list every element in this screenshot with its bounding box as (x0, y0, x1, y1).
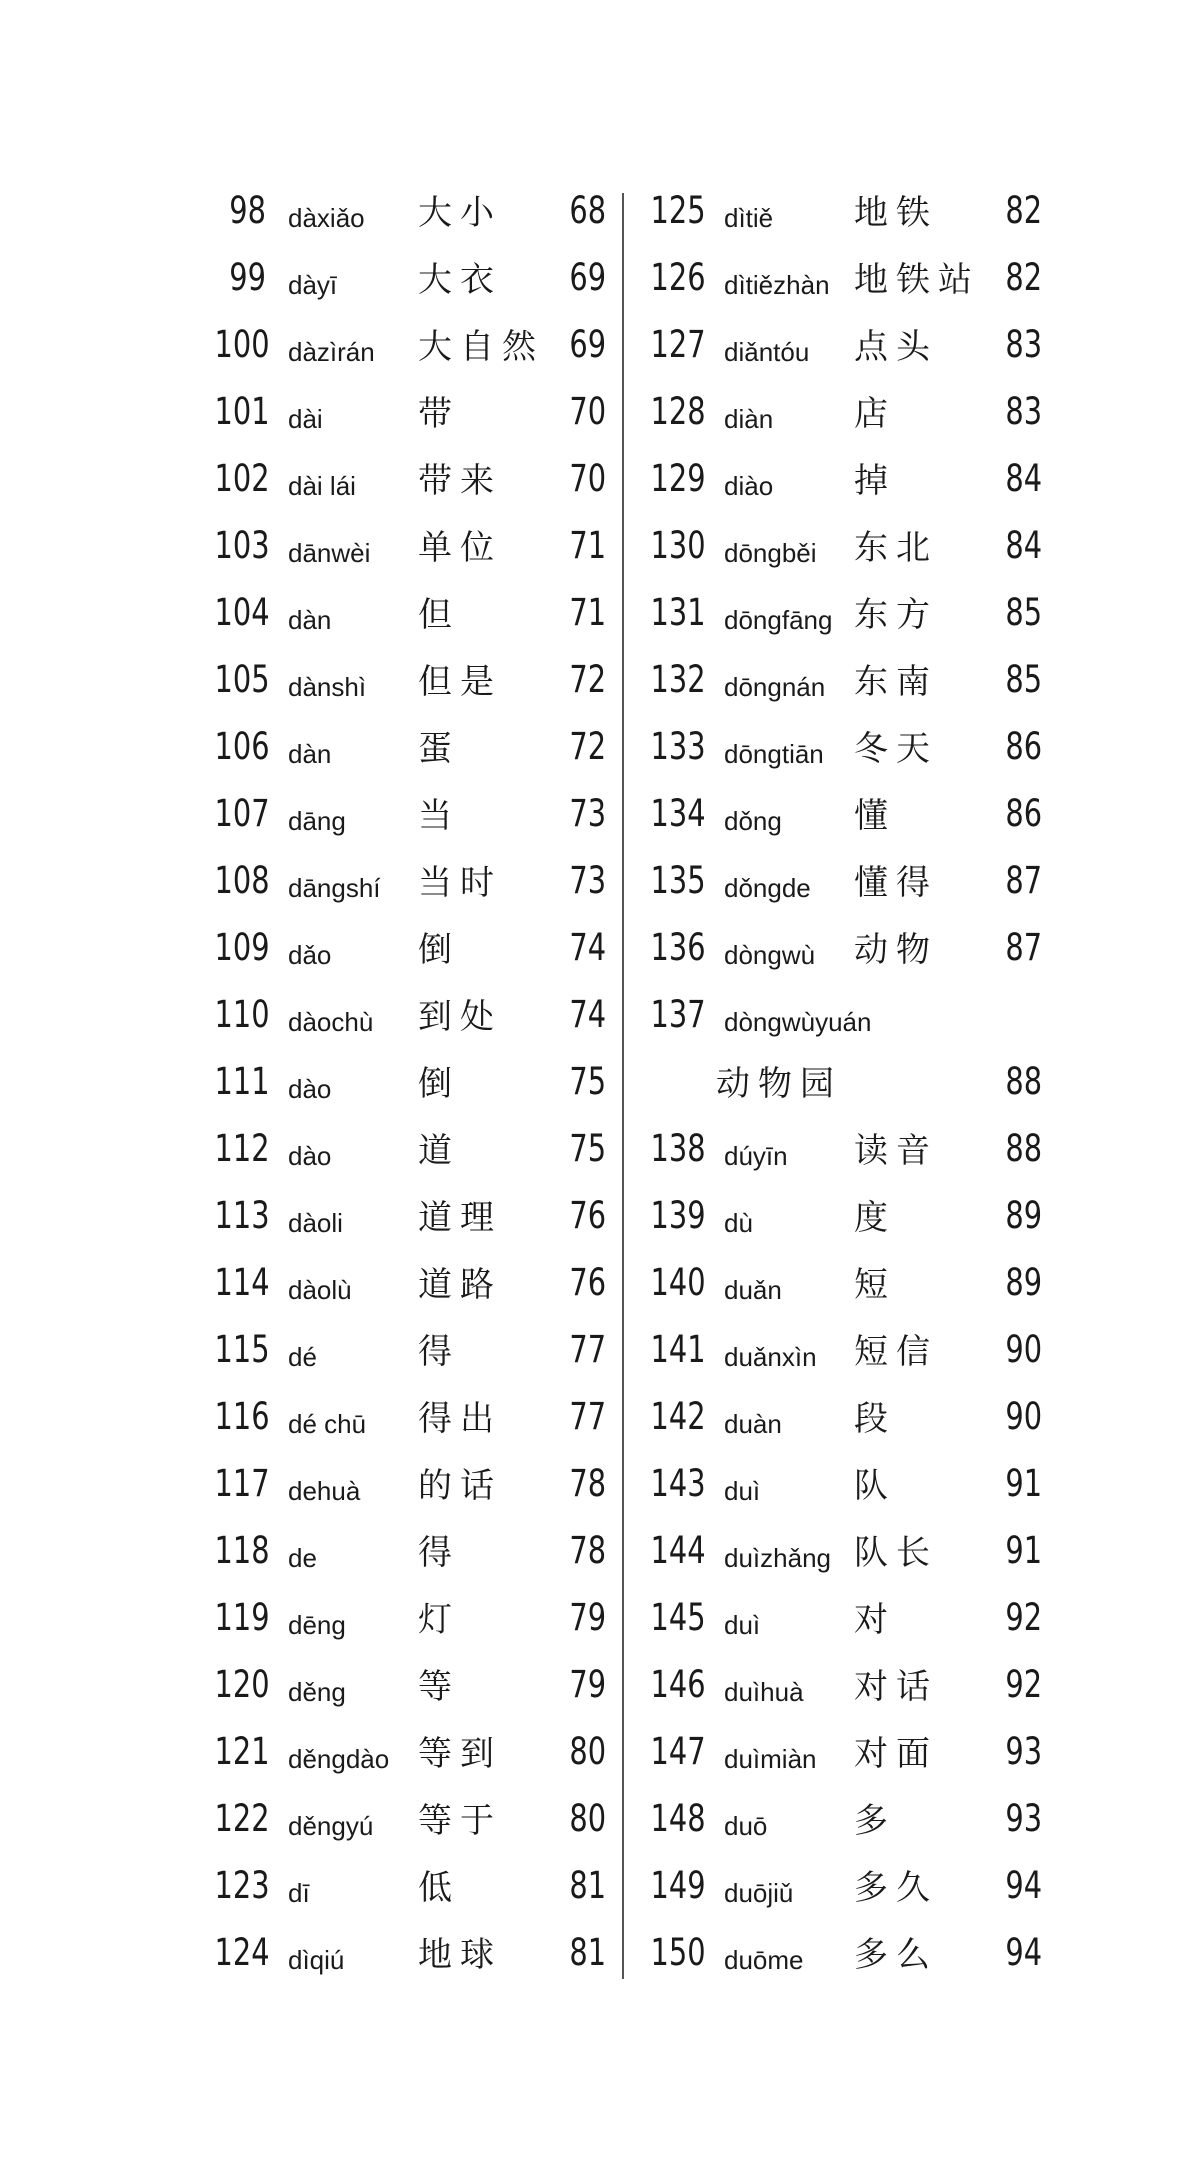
entry-number: 105 (214, 658, 270, 701)
vocab-entry (636, 918, 1046, 985)
entry-page-ref: 82 (1005, 189, 1042, 232)
entry-page-ref: 71 (569, 591, 606, 634)
entry-pinyin: dàxiǎo (288, 203, 365, 233)
entry-number: 147 (650, 1730, 706, 1773)
vocab-entry (636, 583, 1046, 650)
entry-hanzi: 灯 (418, 1600, 460, 1640)
vocab-entry (636, 1253, 1046, 1320)
entry-page-ref: 69 (569, 323, 606, 366)
entry-hanzi: 多么 (854, 1935, 938, 1975)
entry-number: 107 (214, 792, 270, 835)
entry-page-ref: 86 (1005, 725, 1042, 768)
entry-pinyin: dù (724, 1208, 753, 1238)
entry-hanzi: 读音 (854, 1131, 938, 1171)
entry-number: 141 (650, 1328, 706, 1371)
entry-number: 126 (650, 256, 706, 299)
entry-pinyin: dōngběi (724, 538, 817, 568)
entry-number: 122 (214, 1797, 270, 1840)
vocab-entry (200, 1387, 610, 1454)
vocab-entry (636, 1052, 1046, 1119)
vocab-entry (636, 181, 1046, 248)
vocab-entry (200, 1856, 610, 1923)
entry-hanzi: 的话 (418, 1466, 502, 1506)
entry-page-ref: 75 (569, 1060, 606, 1103)
entry-number: 129 (650, 457, 706, 500)
entry-hanzi: 道理 (418, 1198, 502, 1238)
entry-number: 103 (214, 524, 270, 567)
vocab-entry (200, 181, 610, 248)
entry-pinyin: dàn (288, 739, 332, 769)
entry-hanzi: 得 (418, 1332, 460, 1372)
entry-pinyin: dānwèi (288, 538, 371, 568)
vocab-entry (200, 1655, 610, 1722)
entry-number: 123 (214, 1864, 270, 1907)
entry-pinyin: duōme (724, 1945, 804, 1975)
entry-number: 116 (214, 1395, 270, 1438)
entry-pinyin: duìzhǎng (724, 1543, 831, 1573)
entry-hanzi: 到处 (418, 997, 502, 1037)
left-column (200, 181, 610, 1990)
entry-page-ref: 70 (569, 457, 606, 500)
entry-number: 109 (214, 926, 270, 969)
entry-number: 120 (214, 1663, 270, 1706)
entry-pinyin: diào (724, 471, 774, 501)
entry-hanzi: 店 (854, 394, 896, 434)
entry-number: 101 (214, 390, 270, 433)
entry-hanzi: 带来 (418, 461, 502, 501)
entry-page-ref: 82 (1005, 256, 1042, 299)
entry-number: 134 (650, 792, 706, 835)
entry-pinyin: dǎo (288, 940, 332, 970)
entry-page-ref: 72 (569, 725, 606, 768)
entry-number: 146 (650, 1663, 706, 1706)
entry-number: 142 (650, 1395, 706, 1438)
vocab-entry (636, 1923, 1046, 1990)
entry-number: 125 (650, 189, 706, 232)
entry-pinyin: dehuà (288, 1476, 361, 1506)
entry-pinyin: dé chū (288, 1409, 367, 1439)
vocab-entry (200, 1923, 610, 1990)
entry-page-ref: 89 (1005, 1261, 1042, 1304)
entry-page-ref: 80 (569, 1797, 606, 1840)
vocab-entry (636, 1856, 1046, 1923)
vocab-entry (636, 1387, 1046, 1454)
entry-hanzi: 短 (854, 1265, 896, 1305)
entry-number: 115 (214, 1328, 270, 1371)
vocab-entry (636, 315, 1046, 382)
entry-pinyin: dìqiú (288, 1945, 345, 1975)
entry-pinyin: duìmiàn (724, 1744, 817, 1774)
entry-pinyin: dōngfāng (724, 605, 833, 635)
vocab-entry (200, 851, 610, 918)
entry-page-ref: 81 (569, 1931, 606, 1974)
vocab-entry (200, 315, 610, 382)
entry-number: 99 (229, 256, 266, 299)
entry-pinyin: dōngnán (724, 672, 826, 702)
vocab-entry (200, 650, 610, 717)
entry-pinyin: děngdào (288, 1744, 390, 1774)
entry-pinyin: dào (288, 1141, 332, 1171)
entry-page-ref: 94 (1005, 1931, 1042, 1974)
entry-page-ref: 83 (1005, 323, 1042, 366)
entry-pinyin: dòngwù (724, 940, 816, 970)
entry-number: 100 (214, 323, 270, 366)
column-divider (622, 193, 624, 1979)
entry-number: 139 (650, 1194, 706, 1237)
vocab-entry (200, 918, 610, 985)
vocab-entry (200, 1186, 610, 1253)
entry-hanzi: 得 (418, 1533, 460, 1573)
entry-pinyin: dài lái (288, 471, 356, 501)
entry-number: 149 (650, 1864, 706, 1907)
vocab-entry (200, 516, 610, 583)
entry-hanzi: 当时 (418, 863, 502, 903)
entry-number: 135 (650, 859, 706, 902)
entry-pinyin: duì (724, 1610, 761, 1640)
entry-hanzi: 队长 (854, 1533, 938, 1573)
entry-pinyin: děng (288, 1677, 346, 1707)
entry-number: 112 (214, 1127, 270, 1170)
entry-pinyin: dàochù (288, 1007, 374, 1037)
vocab-entry (200, 449, 610, 516)
entry-number: 108 (214, 859, 270, 902)
vocab-entry (636, 717, 1046, 784)
entry-page-ref: 85 (1005, 591, 1042, 634)
entry-page-ref: 70 (569, 390, 606, 433)
entry-number: 102 (214, 457, 270, 500)
entry-pinyin: dìtiě (724, 203, 774, 233)
entry-hanzi: 东方 (854, 595, 938, 635)
entry-hanzi: 等于 (418, 1801, 502, 1841)
vocab-entry (200, 1320, 610, 1387)
entry-pinyin: dìtiězhàn (724, 270, 830, 300)
vocab-entry (636, 1655, 1046, 1722)
vocab-entry (636, 1454, 1046, 1521)
entry-hanzi: 道路 (418, 1265, 502, 1305)
entry-page-ref: 92 (1005, 1663, 1042, 1706)
entry-page-ref: 90 (1005, 1328, 1042, 1371)
entry-pinyin: dòngwùyuán (724, 1007, 872, 1037)
entry-hanzi: 等 (418, 1667, 460, 1707)
entry-number: 136 (650, 926, 706, 969)
entry-hanzi: 但 (418, 595, 460, 635)
entry-number: 130 (650, 524, 706, 567)
entry-page-ref: 84 (1005, 524, 1042, 567)
entry-pinyin: dàn (288, 605, 332, 635)
entry-hanzi: 点头 (854, 327, 938, 367)
entry-page-ref: 77 (569, 1395, 606, 1438)
vocab-entry (200, 1521, 610, 1588)
entry-page-ref: 79 (569, 1663, 606, 1706)
entry-number: 119 (214, 1596, 270, 1639)
entry-page-ref: 80 (569, 1730, 606, 1773)
vocab-entry (200, 583, 610, 650)
entry-number: 106 (214, 725, 270, 768)
vocab-entry (636, 1119, 1046, 1186)
vocab-entry (200, 382, 610, 449)
entry-page-ref: 75 (569, 1127, 606, 1170)
entry-page-ref: 69 (569, 256, 606, 299)
entry-number: 143 (650, 1462, 706, 1505)
entry-hanzi: 掉 (854, 461, 896, 501)
vocab-entry (636, 985, 1046, 1052)
entry-page-ref: 90 (1005, 1395, 1042, 1438)
vocab-entry (636, 650, 1046, 717)
entry-pinyin: dài (288, 404, 323, 434)
entry-page-ref: 77 (569, 1328, 606, 1371)
entry-page-ref: 76 (569, 1194, 606, 1237)
entry-page-ref: 73 (569, 859, 606, 902)
entry-pinyin: dī (288, 1878, 310, 1908)
entry-number: 128 (650, 390, 706, 433)
entry-page-ref: 92 (1005, 1596, 1042, 1639)
entry-hanzi: 对 (854, 1600, 896, 1640)
entry-hanzi: 但是 (418, 662, 502, 702)
entry-number: 145 (650, 1596, 706, 1639)
entry-number: 113 (214, 1194, 270, 1237)
entry-number: 111 (214, 1060, 270, 1103)
right-column (636, 181, 1046, 1990)
entry-hanzi: 多 (854, 1801, 896, 1841)
entry-number: 124 (214, 1931, 270, 1974)
entry-number: 117 (214, 1462, 270, 1505)
entry-pinyin: děngyú (288, 1811, 374, 1841)
entry-page-ref: 91 (1005, 1529, 1042, 1572)
entry-pinyin: dēng (288, 1610, 346, 1640)
entry-number: 138 (650, 1127, 706, 1170)
entry-hanzi: 对面 (854, 1734, 938, 1774)
entry-pinyin: dǒng (724, 806, 782, 836)
entry-pinyin: dàoli (288, 1208, 343, 1238)
vocab-entry (636, 1320, 1046, 1387)
entry-page-ref: 78 (569, 1529, 606, 1572)
entry-page-ref: 74 (569, 993, 606, 1036)
entry-hanzi: 东北 (854, 528, 938, 568)
entry-number: 114 (214, 1261, 270, 1304)
vocab-entry (636, 784, 1046, 851)
entry-page-ref: 85 (1005, 658, 1042, 701)
entry-number: 131 (650, 591, 706, 634)
entry-hanzi: 冬天 (854, 729, 938, 769)
entry-number: 118 (214, 1529, 270, 1572)
vocab-entry (636, 1186, 1046, 1253)
entry-page-ref: 81 (569, 1864, 606, 1907)
entry-page-ref: 78 (569, 1462, 606, 1505)
entry-pinyin: duǎn (724, 1275, 782, 1305)
vocab-entry (636, 1789, 1046, 1856)
entry-number: 121 (214, 1730, 270, 1773)
entry-pinyin: dé (288, 1342, 317, 1372)
vocab-entry (200, 1588, 610, 1655)
entry-hanzi: 低 (418, 1868, 460, 1908)
vocab-entry (200, 1789, 610, 1856)
entry-hanzi: 单位 (418, 528, 502, 568)
vocab-entry (636, 248, 1046, 315)
entry-page-ref: 84 (1005, 457, 1042, 500)
entry-number: 140 (650, 1261, 706, 1304)
entry-hanzi: 懂 (854, 796, 896, 836)
entry-number: 104 (214, 591, 270, 634)
entry-page-ref: 93 (1005, 1730, 1042, 1773)
entry-page-ref: 88 (1005, 1127, 1042, 1170)
vocab-entry (200, 248, 610, 315)
entry-page-ref: 74 (569, 926, 606, 969)
vocab-entry (636, 1588, 1046, 1655)
entry-pinyin: dōngtiān (724, 739, 824, 769)
vocab-entry (200, 1722, 610, 1789)
entry-hanzi: 大自然 (418, 327, 544, 367)
vocab-entry (636, 516, 1046, 583)
entry-pinyin: dàzìrán (288, 337, 375, 367)
entry-page-ref: 89 (1005, 1194, 1042, 1237)
entry-hanzi: 得出 (418, 1399, 502, 1439)
vocab-entry (636, 1521, 1046, 1588)
entry-hanzi: 短信 (854, 1332, 938, 1372)
entry-pinyin: dāngshí (288, 873, 381, 903)
entry-hanzi: 大衣 (418, 260, 502, 300)
entry-number: 98 (229, 189, 266, 232)
entry-page-ref: 87 (1005, 859, 1042, 902)
entry-page-ref: 79 (569, 1596, 606, 1639)
vocab-entry (636, 449, 1046, 516)
entry-page-ref: 71 (569, 524, 606, 567)
entry-pinyin: duō (724, 1811, 768, 1841)
entry-number: 150 (650, 1931, 706, 1974)
entry-number: 148 (650, 1797, 706, 1840)
entry-hanzi: 当 (418, 796, 460, 836)
entry-page-ref: 94 (1005, 1864, 1042, 1907)
entry-hanzi: 懂得 (854, 863, 938, 903)
entry-pinyin: diàn (724, 404, 774, 434)
vocab-entry (636, 851, 1046, 918)
vocab-entry (200, 1454, 610, 1521)
entry-page-ref: 72 (569, 658, 606, 701)
entry-hanzi: 地铁 (854, 193, 938, 233)
entry-pinyin: duōjiǔ (724, 1878, 794, 1908)
entry-pinyin: dāng (288, 806, 346, 836)
entry-number: 110 (214, 993, 270, 1036)
vocab-entry (636, 1722, 1046, 1789)
entry-hanzi: 地球 (418, 1935, 502, 1975)
entry-hanzi: 对话 (854, 1667, 938, 1707)
entry-hanzi: 队 (854, 1466, 896, 1506)
entry-page-ref: 86 (1005, 792, 1042, 835)
vocab-entry (636, 382, 1046, 449)
entry-hanzi: 等到 (418, 1734, 502, 1774)
vocab-entry (200, 784, 610, 851)
entry-hanzi: 道 (418, 1131, 460, 1171)
entry-pinyin: dànshì (288, 672, 367, 702)
entry-hanzi: 多久 (854, 1868, 938, 1908)
entry-pinyin: duàn (724, 1409, 782, 1439)
entry-page-ref: 91 (1005, 1462, 1042, 1505)
entry-hanzi: 带 (418, 394, 460, 434)
entry-pinyin: dàolù (288, 1275, 352, 1305)
entry-page-ref: 87 (1005, 926, 1042, 969)
vocab-entry (200, 985, 610, 1052)
entry-pinyin: dào (288, 1074, 332, 1104)
entry-page-ref: 83 (1005, 390, 1042, 433)
entry-number: 127 (650, 323, 706, 366)
entry-page-ref: 76 (569, 1261, 606, 1304)
vocab-entry (200, 717, 610, 784)
entry-hanzi: 动物 (854, 930, 938, 970)
vocab-entry (200, 1253, 610, 1320)
entry-hanzi: 蛋 (418, 729, 460, 769)
entry-pinyin: diǎntóu (724, 337, 810, 367)
entry-hanzi: 度 (854, 1198, 896, 1238)
entry-pinyin: duì (724, 1476, 761, 1506)
entry-hanzi: 大小 (418, 193, 502, 233)
entry-page-ref: 93 (1005, 1797, 1042, 1840)
vocab-entry (200, 1119, 610, 1186)
entry-number: 133 (650, 725, 706, 768)
entry-pinyin: duǎnxìn (724, 1342, 817, 1372)
entry-pinyin: de (288, 1543, 317, 1573)
entry-number: 132 (650, 658, 706, 701)
entry-hanzi: 地铁站 (854, 260, 980, 300)
entry-pinyin: dúyīn (724, 1141, 788, 1171)
entry-hanzi: 倒 (418, 930, 460, 970)
entry-page-ref: 73 (569, 792, 606, 835)
entry-pinyin: dàyī (288, 270, 338, 300)
entry-page-ref: 68 (569, 189, 606, 232)
entry-hanzi: 东南 (854, 662, 938, 702)
entry-hanzi: 倒 (418, 1064, 460, 1104)
entry-number: 144 (650, 1529, 706, 1572)
entry-hanzi: 段 (854, 1399, 896, 1439)
entry-pinyin: dǒngde (724, 873, 811, 903)
entry-page-ref: 88 (1005, 1060, 1042, 1103)
entry-number: 137 (650, 993, 706, 1036)
entry-hanzi: 动物园 (716, 1064, 842, 1104)
vocab-entry (200, 1052, 610, 1119)
entry-pinyin: duìhuà (724, 1677, 804, 1707)
